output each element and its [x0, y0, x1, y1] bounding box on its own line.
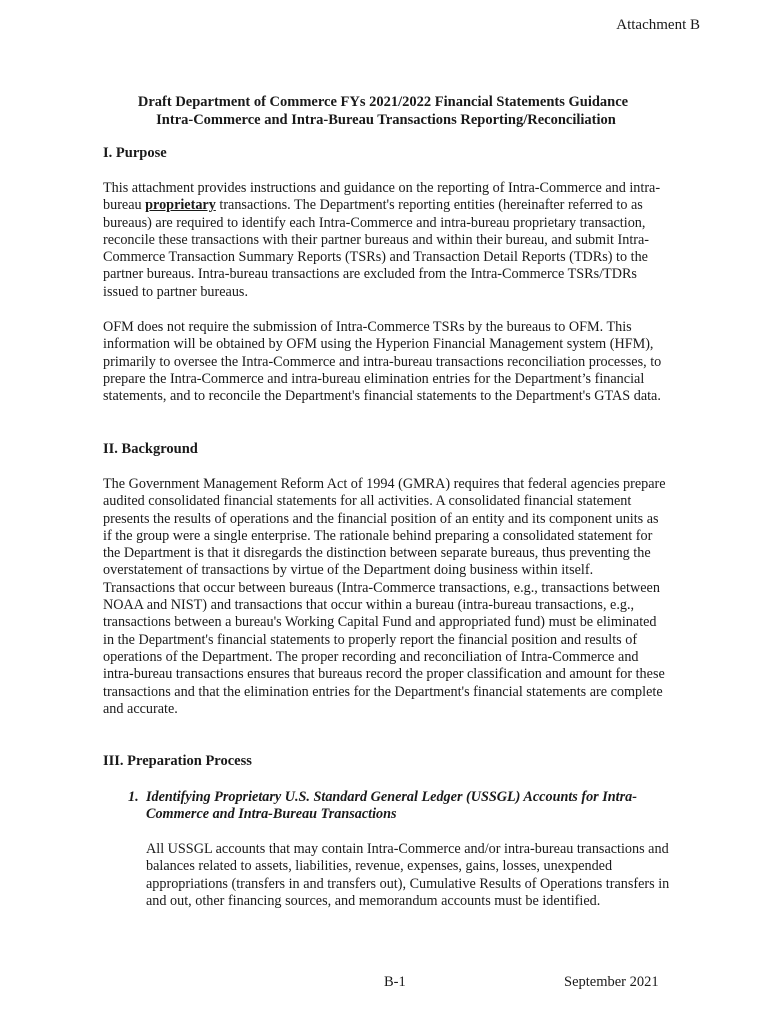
preparation-heading: III. Preparation Process	[103, 753, 252, 769]
document-title	[0, 93, 770, 129]
text-line: presents the results of operations and the financial position of an entity and its component units as	[103, 510, 659, 527]
item-title-text: Identifying Proprietary U.S. Standard General Ledger (USSGL) Accounts for Intra-	[146, 789, 637, 805]
text-line: The Government Management Reform Act of 1994 (GMRA) requires that federal agencies prepare	[103, 476, 666, 492]
purpose-paragraph-2	[103, 319, 703, 405]
text-line: OFM does not require the submission of Intra-Commerce TSRs by the bureaus to OFM. This	[103, 319, 632, 335]
text-line	[103, 197, 703, 214]
text-line: issued to partner bureaus.	[103, 283, 248, 300]
purpose-paragraph-1	[103, 180, 703, 301]
text-line: and out, other financing sources, and memorandum accounts must be identified.	[146, 892, 601, 909]
text-line: This attachment provides instructions and guidance on the reporting of Intra-Commerce and intra-	[103, 180, 661, 196]
text-line: reconcile these transactions with their partner bureaus and within their bureau, and submit Intra-	[103, 231, 650, 248]
preparation-item-1-title	[128, 789, 637, 824]
text-line: statements, and to reconcile the Department's financial statements to the Department's GTAS data.	[103, 388, 661, 405]
text-line: All USSGL accounts that may contain Intra-Commerce and/or intra-bureau transactions and	[146, 841, 669, 857]
text-line: Transactions that occur between bureaus (Intra-Commerce transactions, e.g., transactions between	[103, 579, 660, 596]
title-line-1: Draft Department of Commerce FYs 2021/2022 Financial Statements Guidance	[137, 94, 629, 110]
proprietary-emphasis: proprietary	[145, 197, 216, 214]
preparation-item-1-body	[146, 841, 706, 910]
background-heading: II. Background	[103, 441, 198, 457]
text-line: audited consolidated financial statements for all activities. A consolidated financial statement	[103, 493, 632, 510]
text-line: intra-bureau transactions ensures that bureaus record the proper classification and amount for these	[103, 666, 665, 683]
text-line: Commerce Transaction Summary Reports (TSRs) and Transaction Detail Reports (TDRs) to the	[103, 249, 648, 266]
text-line: overstatement of transactions by virtue of the Department doing business within itself.	[103, 562, 594, 579]
text-line: information will be obtained by OFM using the Hyperion Financial Management system (HFM),	[103, 336, 654, 353]
text-line: transactions between a bureau's Working Capital Fund and appropriated fund) must be eliminated	[103, 614, 657, 631]
purpose-heading: I. Purpose	[103, 145, 167, 161]
text-line: balances related to assets, liabilities, revenue, expenses, gains, losses, unexpended	[146, 858, 613, 875]
text-line: prepare the Intra-Commerce and intra-bureau elimination entries for the Department’s financial	[103, 370, 645, 387]
background-paragraph	[103, 476, 703, 718]
text-line: partner bureaus. Intra-bureau transactions are excluded from the Intra-Commerce TSRs/TDRs	[103, 266, 637, 283]
page-number: B-1	[384, 974, 406, 990]
item-title-line	[128, 789, 637, 806]
text-line: the Department is that it disregards the distinction between separate bureaus, thus preventing the	[103, 545, 651, 562]
attachment-label: Attachment B	[616, 17, 700, 33]
item-number: 1.	[128, 789, 139, 805]
text-line: in the Department's financial statements to properly report the financial position and results of	[103, 631, 638, 648]
text-segment: bureau	[103, 197, 146, 214]
text-line: transactions and that the elimination entries for the Department's financial statements are complete	[103, 683, 663, 700]
text-line: if the group were a single enterprise. The rationale behind preparing a consolidated statement for	[103, 527, 653, 544]
text-segment: transactions. The Department's reporting entities (hereinafter referred to as	[215, 197, 643, 214]
title-line-2: Intra-Commerce and Intra-Bureau Transactions Reporting/Reconciliation	[156, 112, 616, 128]
text-line: appropriations (transfers in and transfers out), Cumulative Results of Operations transfers in	[146, 875, 670, 892]
text-line: primarily to oversee the Intra-Commerce and intra-bureau transactions reconciliation processes, to	[103, 353, 662, 370]
footer-date: September 2021	[564, 974, 659, 990]
text-line: NOAA and NIST) and transactions that occur within a bureau (intra-bureau transactions, e.g.,	[103, 597, 635, 614]
text-line: operations of the Department. The proper recording and reconciliation of Intra-Commerce and	[103, 648, 639, 665]
text-line: and accurate.	[103, 700, 178, 717]
text-line: bureaus) are required to identify each Intra-Commerce and intra-bureau proprietary transaction,	[103, 214, 646, 231]
item-title-line: Commerce and Intra-Bureau Transactions	[146, 806, 397, 823]
